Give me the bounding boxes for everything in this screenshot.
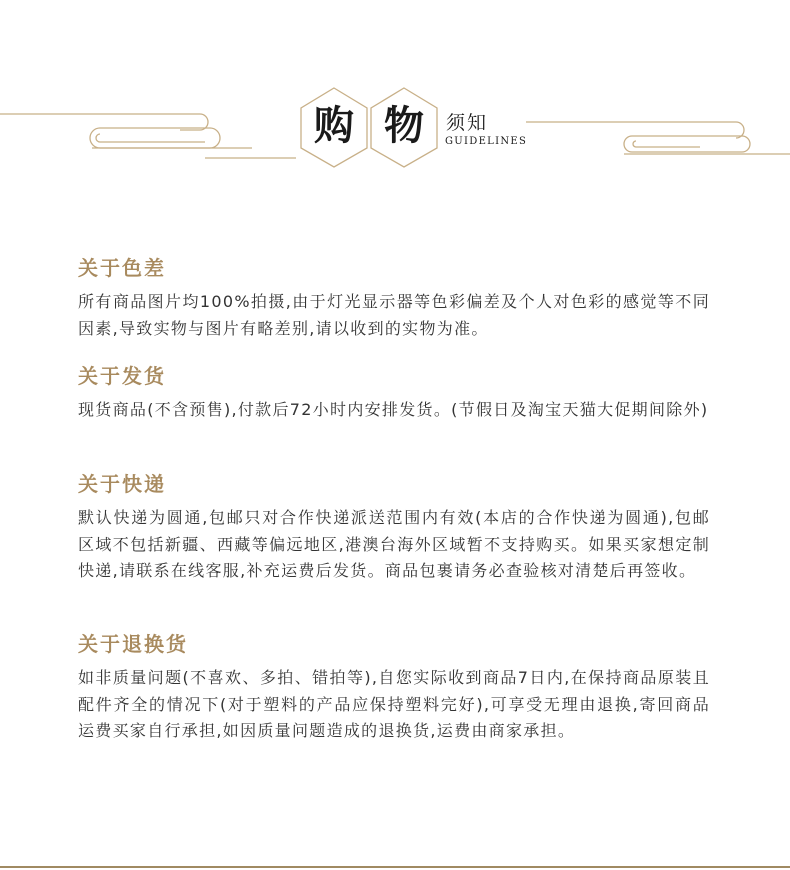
bottom-divider [0,866,790,868]
section-title: 关于快递 [78,472,166,496]
title-char-1: 购 [314,102,354,149]
section-courier [78,470,710,585]
section-body: 默认快递为圆通,包邮只对合作快递派送范围内有效(本店的合作快递为圆通),包邮区域不包括新疆、西藏等偏远地区,港澳台海外区域暂不支持购买。如果买家想定制快递,请联系在线客服,补充运费后发货。商品包裹请务必查验核对清楚后再签收。 [78,508,710,580]
section-body: 如非质量问题(不喜欢、多拍、错拍等),自您实际收到商品7日内,在保持商品原装且配件齐全的情况下(对于塑料的产品应保持塑料完好),可享受无理由退换,寄回商品运费买家自行承担,如因质量问题造成的退换货,运费由商家承担。 [78,668,710,740]
section-returns [78,630,710,745]
title-en: GUIDELINES [445,136,528,147]
section-body: 现货商品(不含预售),付款后72小时内安排发货。(节假日及淘宝天猫大促期间除外) [78,400,709,419]
section-color-difference [78,254,710,342]
section-title: 关于退换货 [78,632,188,656]
title-small: 须知 [446,112,489,134]
section-title: 关于色差 [78,256,166,280]
section-body: 所有商品图片均100%拍摄,由于灯光显示器等色彩偏差及个人对色彩的感觉等不同因素,导致实物与图片有略差别,请以收到的实物为准。 [78,292,710,338]
section-shipping [78,362,710,424]
title-char-2: 物 [384,102,424,149]
section-title: 关于发货 [78,364,166,388]
